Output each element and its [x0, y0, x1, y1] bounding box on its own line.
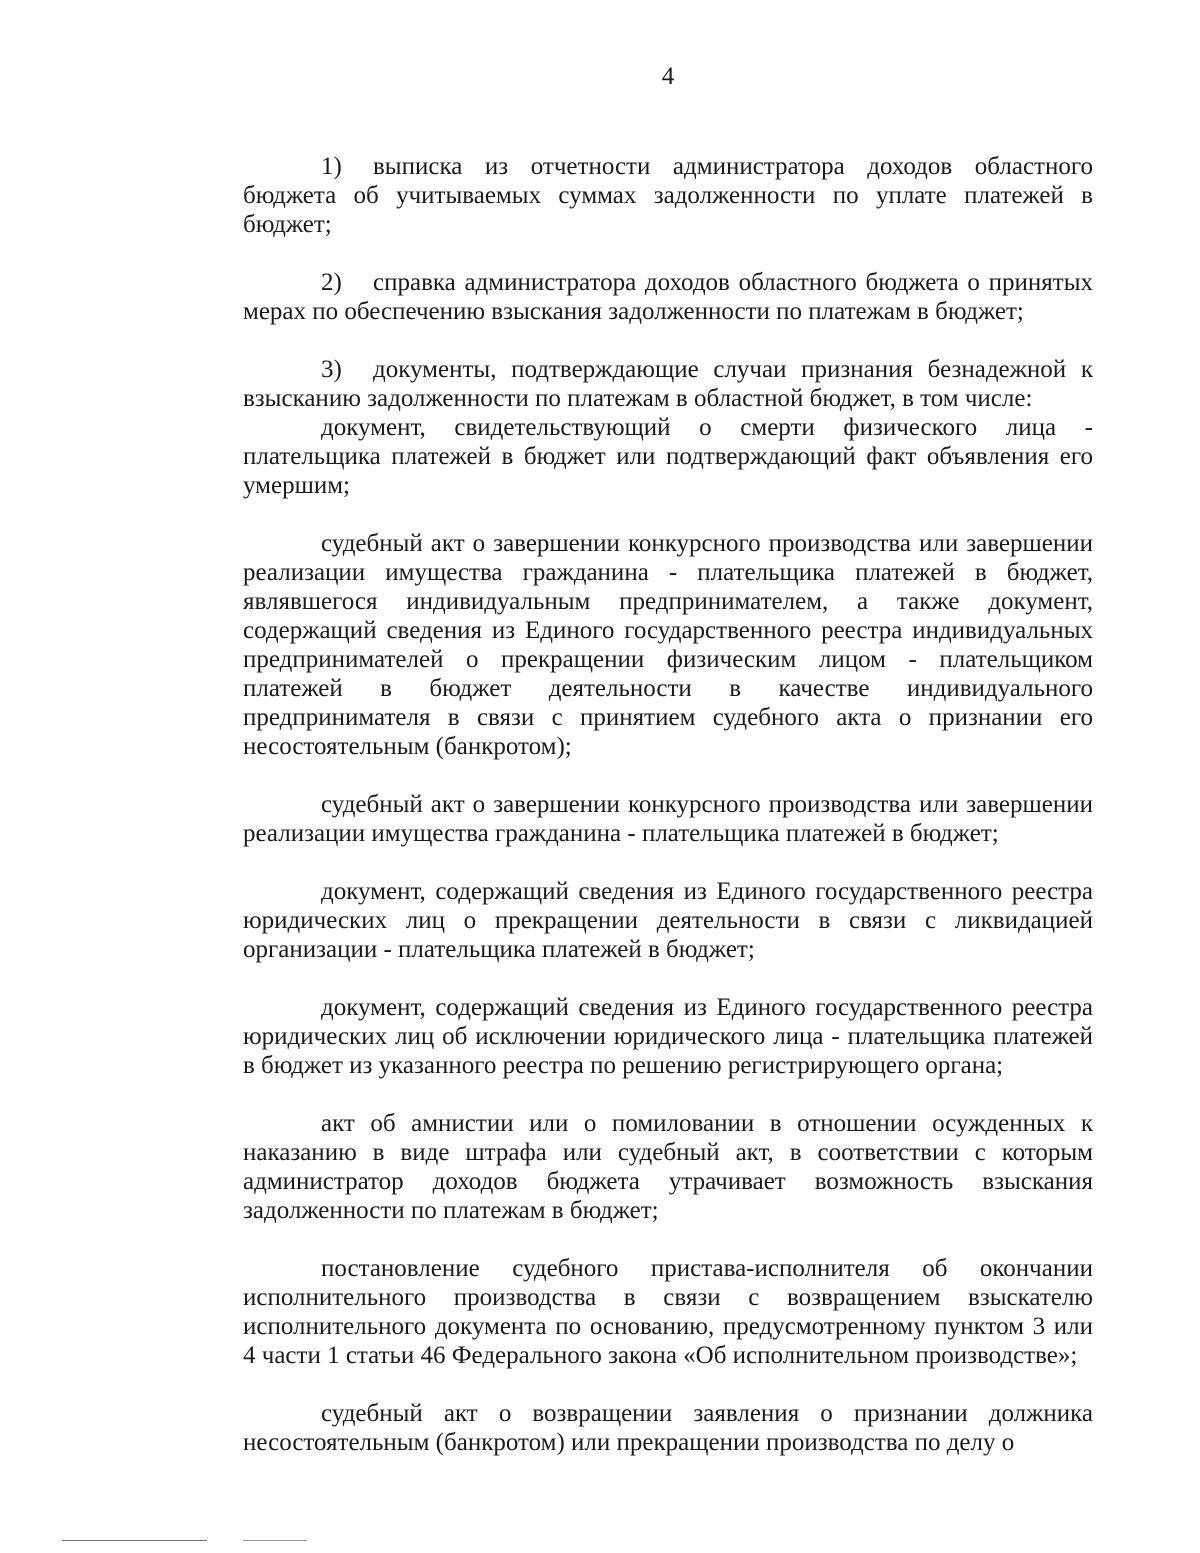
list-item-1 [243, 152, 1093, 239]
paragraph-bankruptcy-entrepreneur: судебный акт о завершении конкурсного производства или завершении реализации имущества гражданина - плательщика платежей в бюджет, являвшегося индивидуальным предпринимателем, а также документ, содержащий сведения из Единого государственного реестра индивидуальных предпринимателей о прекращении физическим лицом - плательщиком платежей в бюджет деятельности в качестве индивидуального предпринимателя в связи с принятием судебного акта о признании его несостоятельным (банкротом); [243, 530, 1093, 760]
list-item-text: справка администратора доходов областного бюджета о принятых мерах по обеспечению взыскания задолженности по платежам в бюджет; [243, 269, 1093, 325]
list-item-number: 2) [321, 269, 342, 296]
list-item-2 [243, 268, 1093, 326]
list-item-text: выписка из отчетности администратора доходов областного бюджета об учитываемых суммах задолженности по уплате платежей в бюджет; [243, 153, 1093, 238]
document-body [243, 152, 1093, 1457]
footer-rule [62, 1540, 207, 1541]
paragraph-liquidation: документ, содержащий сведения из Единого государственного реестра юридических лиц о прекращении деятельности в связи с ликвидацией организации - плательщика платежей в бюджет; [243, 878, 1093, 963]
page-number: 4 [661, 63, 675, 90]
paragraph-bankruptcy-citizen: судебный акт о завершении конкурсного производства или завершении реализации имущества гражданина - плательщика платежей в бюджет; [243, 791, 1093, 847]
paragraph-exclusion-from-register: документ, содержащий сведения из Единого государственного реестра юридических лиц об исключении юридического лица - плательщика платежей в бюджет из указанного реестра по решению регистрирующего органа; [243, 994, 1093, 1079]
paragraph-amnesty: акт об амнистии или о помиловании в отношении осужденных к наказанию в виде штрафа или судебный акт, в соответствии с которым администратор доходов бюджета утрачивает возможность взыскания задолженности по платежам в бюджет; [243, 1110, 1093, 1224]
paragraph-bailiff-resolution: постановление судебного пристава-исполнителя об окончании исполнительного производства в связи с возвращением взыскателю исполнительного документа по основанию, предусмотренному пунктом 3 или 4 части 1 статьи 46 Федерального закона «Об исполнительном производстве»; [243, 1255, 1093, 1369]
list-item-number: 3) [321, 356, 342, 383]
list-item-text: документы, подтверждающие случаи признания безнадежной к взысканию задолженности по платежам в областной бюджет, в том числе: [243, 356, 1093, 412]
paragraph-return-of-application: судебный акт о возвращении заявления о признании должника несостоятельным (банкротом) или прекращении производства по делу о [243, 1400, 1093, 1456]
paragraph-death-document: документ, свидетельствующий о смерти физического лица - плательщика платежей в бюджет или подтверждающий факт объявления его умершим; [243, 414, 1093, 499]
list-item-3 [243, 355, 1093, 413]
footer-rule-secondary [243, 1540, 307, 1541]
list-item-number: 1) [321, 153, 342, 180]
